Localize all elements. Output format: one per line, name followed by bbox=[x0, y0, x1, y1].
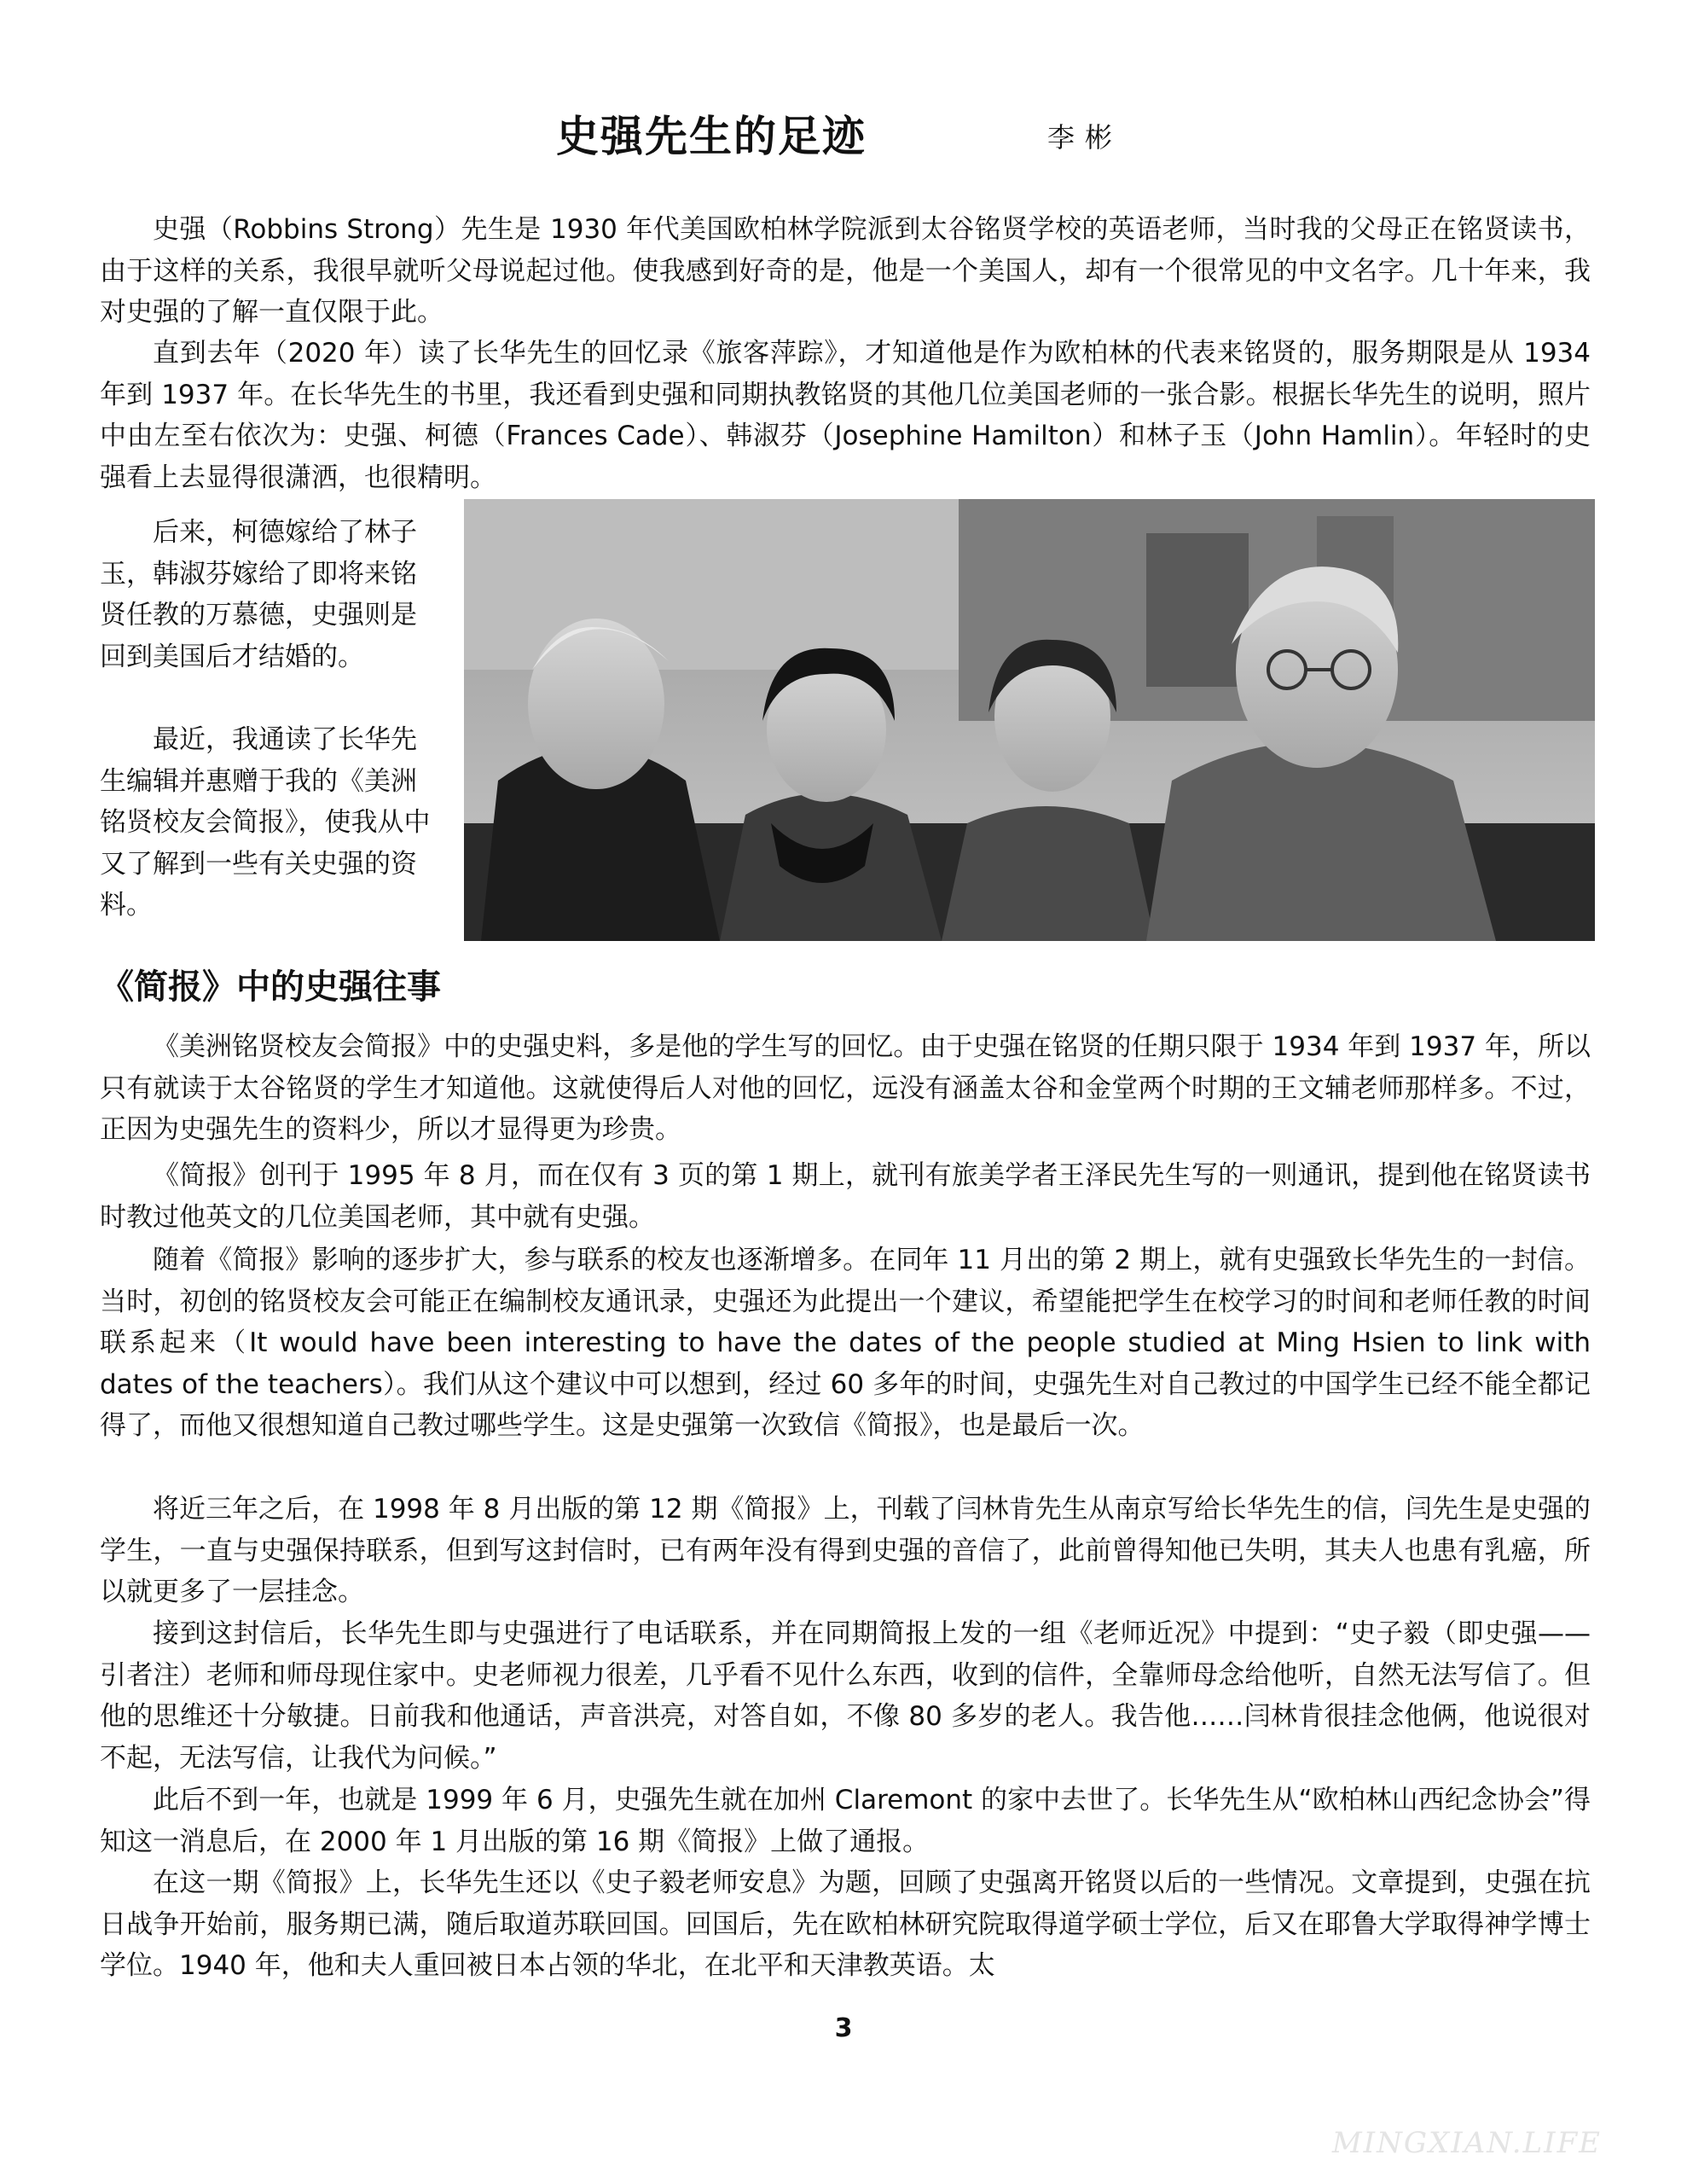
paragraph: 此后不到一年，也就是 1999 年 6 月，史强先生就在加州 Claremont 的家中去世了。长华先生从“欧柏林山西纪念协会”得知这一消息后，在 2000 年 1 月出版的第 16 期《简报》上做了通报。 bbox=[100, 1785, 1591, 1857]
section-heading: 《简报》中的史强往事 bbox=[100, 967, 441, 1007]
header bbox=[0, 102, 1687, 171]
paragraph: 接到这封信后，长华先生即与史强进行了电话联系，并在同期简报上发的一组《老师近况》中提到：“史子毅（即史强——引者注）老师和师母现住家中。史老师视力很差，几乎看不见什么东西，收到的信件，全靠师母念给他听，自然无法写信了。但他的思维还十分敏捷。日前我和他通话，声音洪亮，对答自如，不像 80 多岁的老人。我告他……闫林肯很挂念他俩，他说很对不起，无法写信，让我代为问候。” bbox=[100, 1618, 1591, 1774]
group-photo bbox=[464, 499, 1595, 941]
paragraph: 《简报》创刊于 1995 年 8 月，而在仅有 3 页的第 1 期上，就刊有旅美学者王泽民先生写的一则通讯，提到他在铭贤读书时教过他英文的几位美国老师，其中就有史强。 bbox=[100, 1160, 1591, 1233]
paragraph: 在这一期《简报》上，长华先生还以《史子毅老师安息》为题，回顾了史强离开铭贤以后的一些情况。文章提到，史强在抗日战争开始前，服务期已满，随后取道苏联回国。回国后，先在欧柏林研究院取得道学硕士学位，后又在耶鲁大学取得神学博士学位。1940 年，他和夫人重回被日本占领的华北，在北平和天津教英语。太 bbox=[100, 1867, 1591, 1982]
page-number: 3 bbox=[834, 2013, 853, 2043]
paragraph: 随着《简报》影响的逐步扩大，参与联系的校友也逐渐增多。在同年 11 月出的第 2 期上，就有史强致长华先生的一封信。当时，初创的铭贤校友会可能正在编制校友通讯录，史强还为此提出一个建议，希望能把学生在校学习的时间和老师任教的时间联系起来（It would have been interesting to have the dates of the people studied at Ming Hsien to link with dates of the teachers）。我们从这个建议中可以想到，经过 60 多年的时间，史强先生对自己教过的中国学生已经不能全都记得了，而他又很想知道自己教过哪些学生。这是史强第一次致信《简报》，也是最后一次。 bbox=[100, 1245, 1591, 1442]
paragraph: 将近三年之后，在 1998 年 8 月出版的第 12 期《简报》上，刊载了闫林肯先生从南京写给长华先生的信，闫先生是史强的学生，一直与史强保持联系，但到写这封信时，已有两年没有得到史强的音信了，此前曾得知他已失明，其夫人也患有乳癌，所以就更多了一层挂念。 bbox=[100, 1494, 1591, 1608]
author-name: 李彬 bbox=[1047, 121, 1123, 154]
side-paragraph: 后来，柯德嫁给了林子玉，韩淑芬嫁给了即将来铭贤任教的万慕德，史强则是回到美国后才结婚的。 bbox=[100, 517, 417, 672]
watermark: MINGXIAN.LIFE bbox=[1331, 2126, 1602, 2160]
article-title: 史强先生的足迹 bbox=[556, 112, 867, 161]
paragraph: 直到去年（2020 年）读了长华先生的回忆录《旅客萍踪》，才知道他是作为欧柏林的代表来铭贤的，服务期限是从 1934 年到 1937 年。在长华先生的书里，我还看到史强和同期执教铭贤的其他几位美国老师的一张合影。根据长华先生的说明，照片中由左至右依次为：史强、柯德（Frances Cade）、韩淑芬（Josephine Hamilton）和林子玉（John Hamlin）。年轻时的史强看上去显得很潇洒，也很精明。 bbox=[100, 338, 1591, 493]
paragraph: 史强（Robbins Strong）先生是 1930 年代美国欧柏林学院派到太谷铭贤学校的英语老师，当时我的父母正在铭贤读书，由于这样的关系，我很早就听父母说起过他。使我感到好奇的是，他是一个美国人，却有一个很常见的中文名字。几十年来，我对史强的了解一直仅限于此。 bbox=[100, 214, 1591, 328]
paragraph: 《美洲铭贤校友会简报》中的史强史料，多是他的学生写的回忆。由于史强在铭贤的任期只限于 1934 年到 1937 年，所以只有就读于太谷铭贤的学生才知道他。这就使得后人对他的回忆，远没有涵盖太谷和金堂两个时期的王文辅老师那样多。不过，正因为史强先生的资料少，所以才显得更为珍贵。 bbox=[100, 1031, 1591, 1146]
side-paragraph: 最近，我通读了长华先生编辑并惠赠于我的《美洲铭贤校友会简报》，使我从中又了解到一些有关史强的资料。 bbox=[100, 724, 431, 921]
